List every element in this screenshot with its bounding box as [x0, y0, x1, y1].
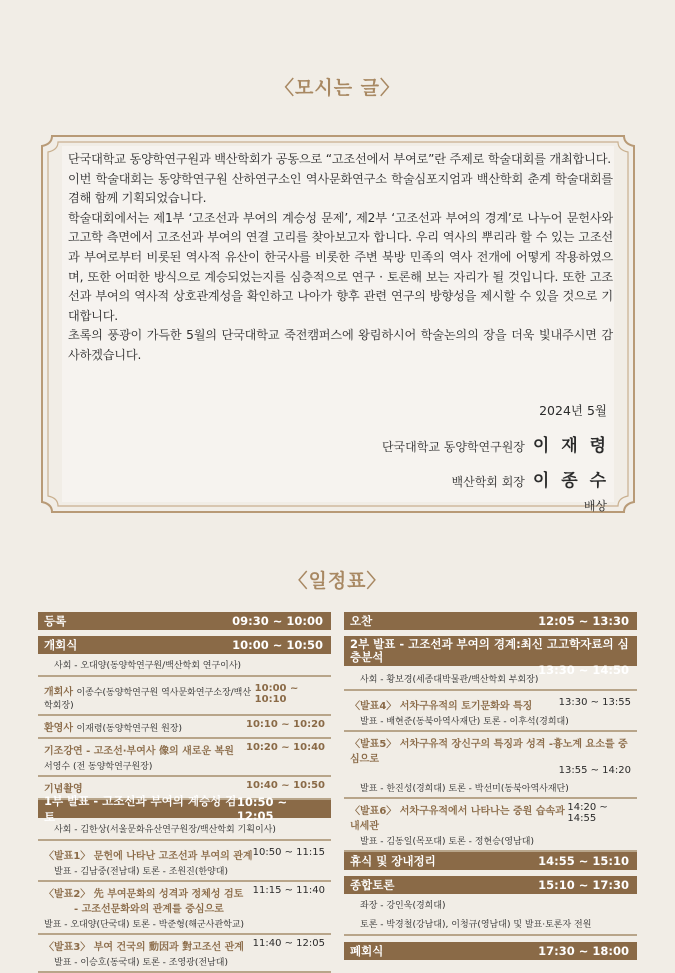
part1-bar [38, 794, 331, 824]
letter-paragraph-3: 학술대회에서는 제1부 ‘고조선과 부여의 계승성 문제’, 제2부 ‘고조선과 부여의 경계’로 나누어 문헌사와 고고학 측면에서 고조선과 부여의 연결 고리를 찾아보고자 합니다. 우리 역사의 뿌리라 할 수 있는 고조선과 부여로부터 비롯된 역사적 유산이 한국사를 비롯한 주변 북방 민족의 역사 전개에 어떻게 작용하였으며, 또한 어떠한 방식으로 계승되었는지를 심층적으로 연구 · 토론해 보는 자리가 될 것입니다. 또한 고조선과 부여의 역사적 상호관계성을 확인하고 나아가 향후 관련 연구의 방향성을 제시할 수 있을 것으로 기대합니다. [68, 210, 613, 323]
signer-2-title: 백산학회 회장 [451, 475, 525, 489]
part1-moderator: 사회 - 김한상(서울문화유산연구원장/백산학회 기획이사) [38, 818, 331, 841]
part2-time: 13:30 ~ 14:50 [538, 663, 629, 677]
signer-2 [452, 466, 609, 491]
letter-date: 2024년 5월 [539, 403, 607, 418]
schedule-heading: 〈일정표〉 [288, 570, 387, 592]
schedule-right-column [344, 612, 637, 960]
part1-time: 10:50 ~ 12:05 [236, 795, 288, 823]
discussion-chair: 좌장 - 강인욱(경희대) [360, 901, 446, 911]
registration-time: 09:30 ~ 10:00 [232, 614, 323, 628]
presentation-item: 〈발표2〉 先 부여문화의 성격과 정체성 검토 11:15 ~ 11:40 - 고조선문화와의 관계를 중심으로 발표 - 오대양(단국대) 토론 - 박준형(해군사관학교) [38, 882, 331, 935]
letter-heading: 〈모시는 글〉 [274, 77, 401, 99]
letter-closing: 배상 [583, 499, 607, 513]
part1-label: 1부 발표 - 고조선과 부여의 계승성 검토 [44, 794, 237, 824]
presentation-item: 〈발표4〉 서차구유적의 토기문화와 특징 13:30 ~ 13:55 발표 - 배현준(동북아역사재단) 토론 - 이후석(경희대) [344, 691, 637, 732]
closing-time: 17:30 ~ 18:00 [538, 944, 629, 958]
letter-paragraph-4: 초록의 풍광이 가득한 5월의 단국대학교 죽전캠퍼스에 왕림하시어 학술논의의 장을 더욱 빛내주시면 감사하겠습니다. [68, 328, 613, 362]
schedule-left-column [38, 612, 331, 973]
letter-paragraph-2: 이번 학술대회는 동양학연구원 산하연구소인 역사문화연구소 학술심포지엄과 백산학회 춘계 학술대회를 겸해 함께 기획되었습니다. [68, 171, 613, 206]
registration-label: 등록 [44, 614, 67, 628]
signer-1 [382, 431, 609, 456]
opening-bar [38, 636, 331, 654]
letter-paragraph-1: 단국대학교 동양학연구원과 백산학회가 공동으로 “고조선에서 부여로”란 주제로 학술대회를 개최합니다. [68, 152, 611, 166]
signer-1-name: 이 재 령 [532, 436, 609, 456]
opening-item: 기조강연 - 고조선·부여사 像의 새로운 복원 10:20 ~ 10:40 서영수 (전 동양학연구원장) [38, 739, 331, 777]
part2-bar [344, 636, 637, 677]
break-label: 휴식 및 장내정리 [350, 854, 436, 868]
break-bar [344, 852, 637, 870]
discussion-label: 종합토론 [350, 878, 395, 892]
letter-body [68, 150, 613, 366]
discussion-bar [344, 876, 637, 894]
opening-item: 기념촬영 10:40 ~ 10:50 [38, 777, 331, 800]
discussion-time: 15:10 ~ 17:30 [538, 878, 629, 892]
lunch-label: 오찬 [350, 614, 373, 628]
discussion-panel: 토론 - 박경철(강남대), 이청규(영남대) 및 발표·토론자 전원 [344, 911, 637, 936]
opening-moderator: 사회 - 오대양(동양학연구원/백산학회 연구이사) [38, 654, 331, 677]
presentation-item: 〈발표1〉 문헌에 나타난 고조선과 부여의 관계 10:50 ~ 11:15 발표 - 김남중(전남대) 토론 - 조원진(한양대) [38, 841, 331, 882]
presentation-item: 〈발표5〉 서차구유적 장신구의 특징과 성격 -흉노계 요소를 중심으로 13:55 ~ 14:20 발표 - 한진성(경희대) 토론 - 박선미(동북아역사재단) [344, 732, 637, 799]
opening-time: 10:00 ~ 10:50 [232, 638, 323, 652]
opening-item: 환영사 이재령(동양학연구원 원장) 10:10 ~ 10:20 [38, 716, 331, 739]
registration-bar [38, 612, 331, 630]
presentation-item: 〈발표3〉 부여 건국의 動因과 對고조선 관계 11:40 ~ 12:05 발표 - 이승호(동국대) 토론 - 조영광(전남대) [38, 935, 331, 973]
closing-label: 폐회식 [350, 944, 384, 958]
signer-2-name: 이 종 수 [532, 471, 609, 491]
opening-label: 개회식 [44, 638, 78, 652]
lunch-time: 12:05 ~ 13:30 [538, 614, 629, 628]
break-time: 14:55 ~ 15:10 [538, 854, 629, 868]
closing-bar [344, 942, 637, 960]
opening-item: 개회사 이종수(동양학연구원 역사문화연구소장/백산학회장) 10:00 ~ 10:10 [38, 677, 331, 716]
presentation-item: 〈발표6〉 서차구유적에서 나타나는 중원 습속과 내세관 14:20 ~ 14:55 발표 - 김동일(목포대) 토론 - 정현승(영남대) [344, 799, 637, 852]
lunch-bar [344, 612, 637, 630]
part2-moderator: 사회 - 황보경(세종대박물관/백산학회 부회장) [344, 666, 637, 691]
part2-label: 2부 발표 - 고조선과 부여의 경계:최신 고고학자료의 심층분석 [350, 637, 629, 664]
signer-1-title: 단국대학교 동양학연구원장 [381, 440, 525, 454]
